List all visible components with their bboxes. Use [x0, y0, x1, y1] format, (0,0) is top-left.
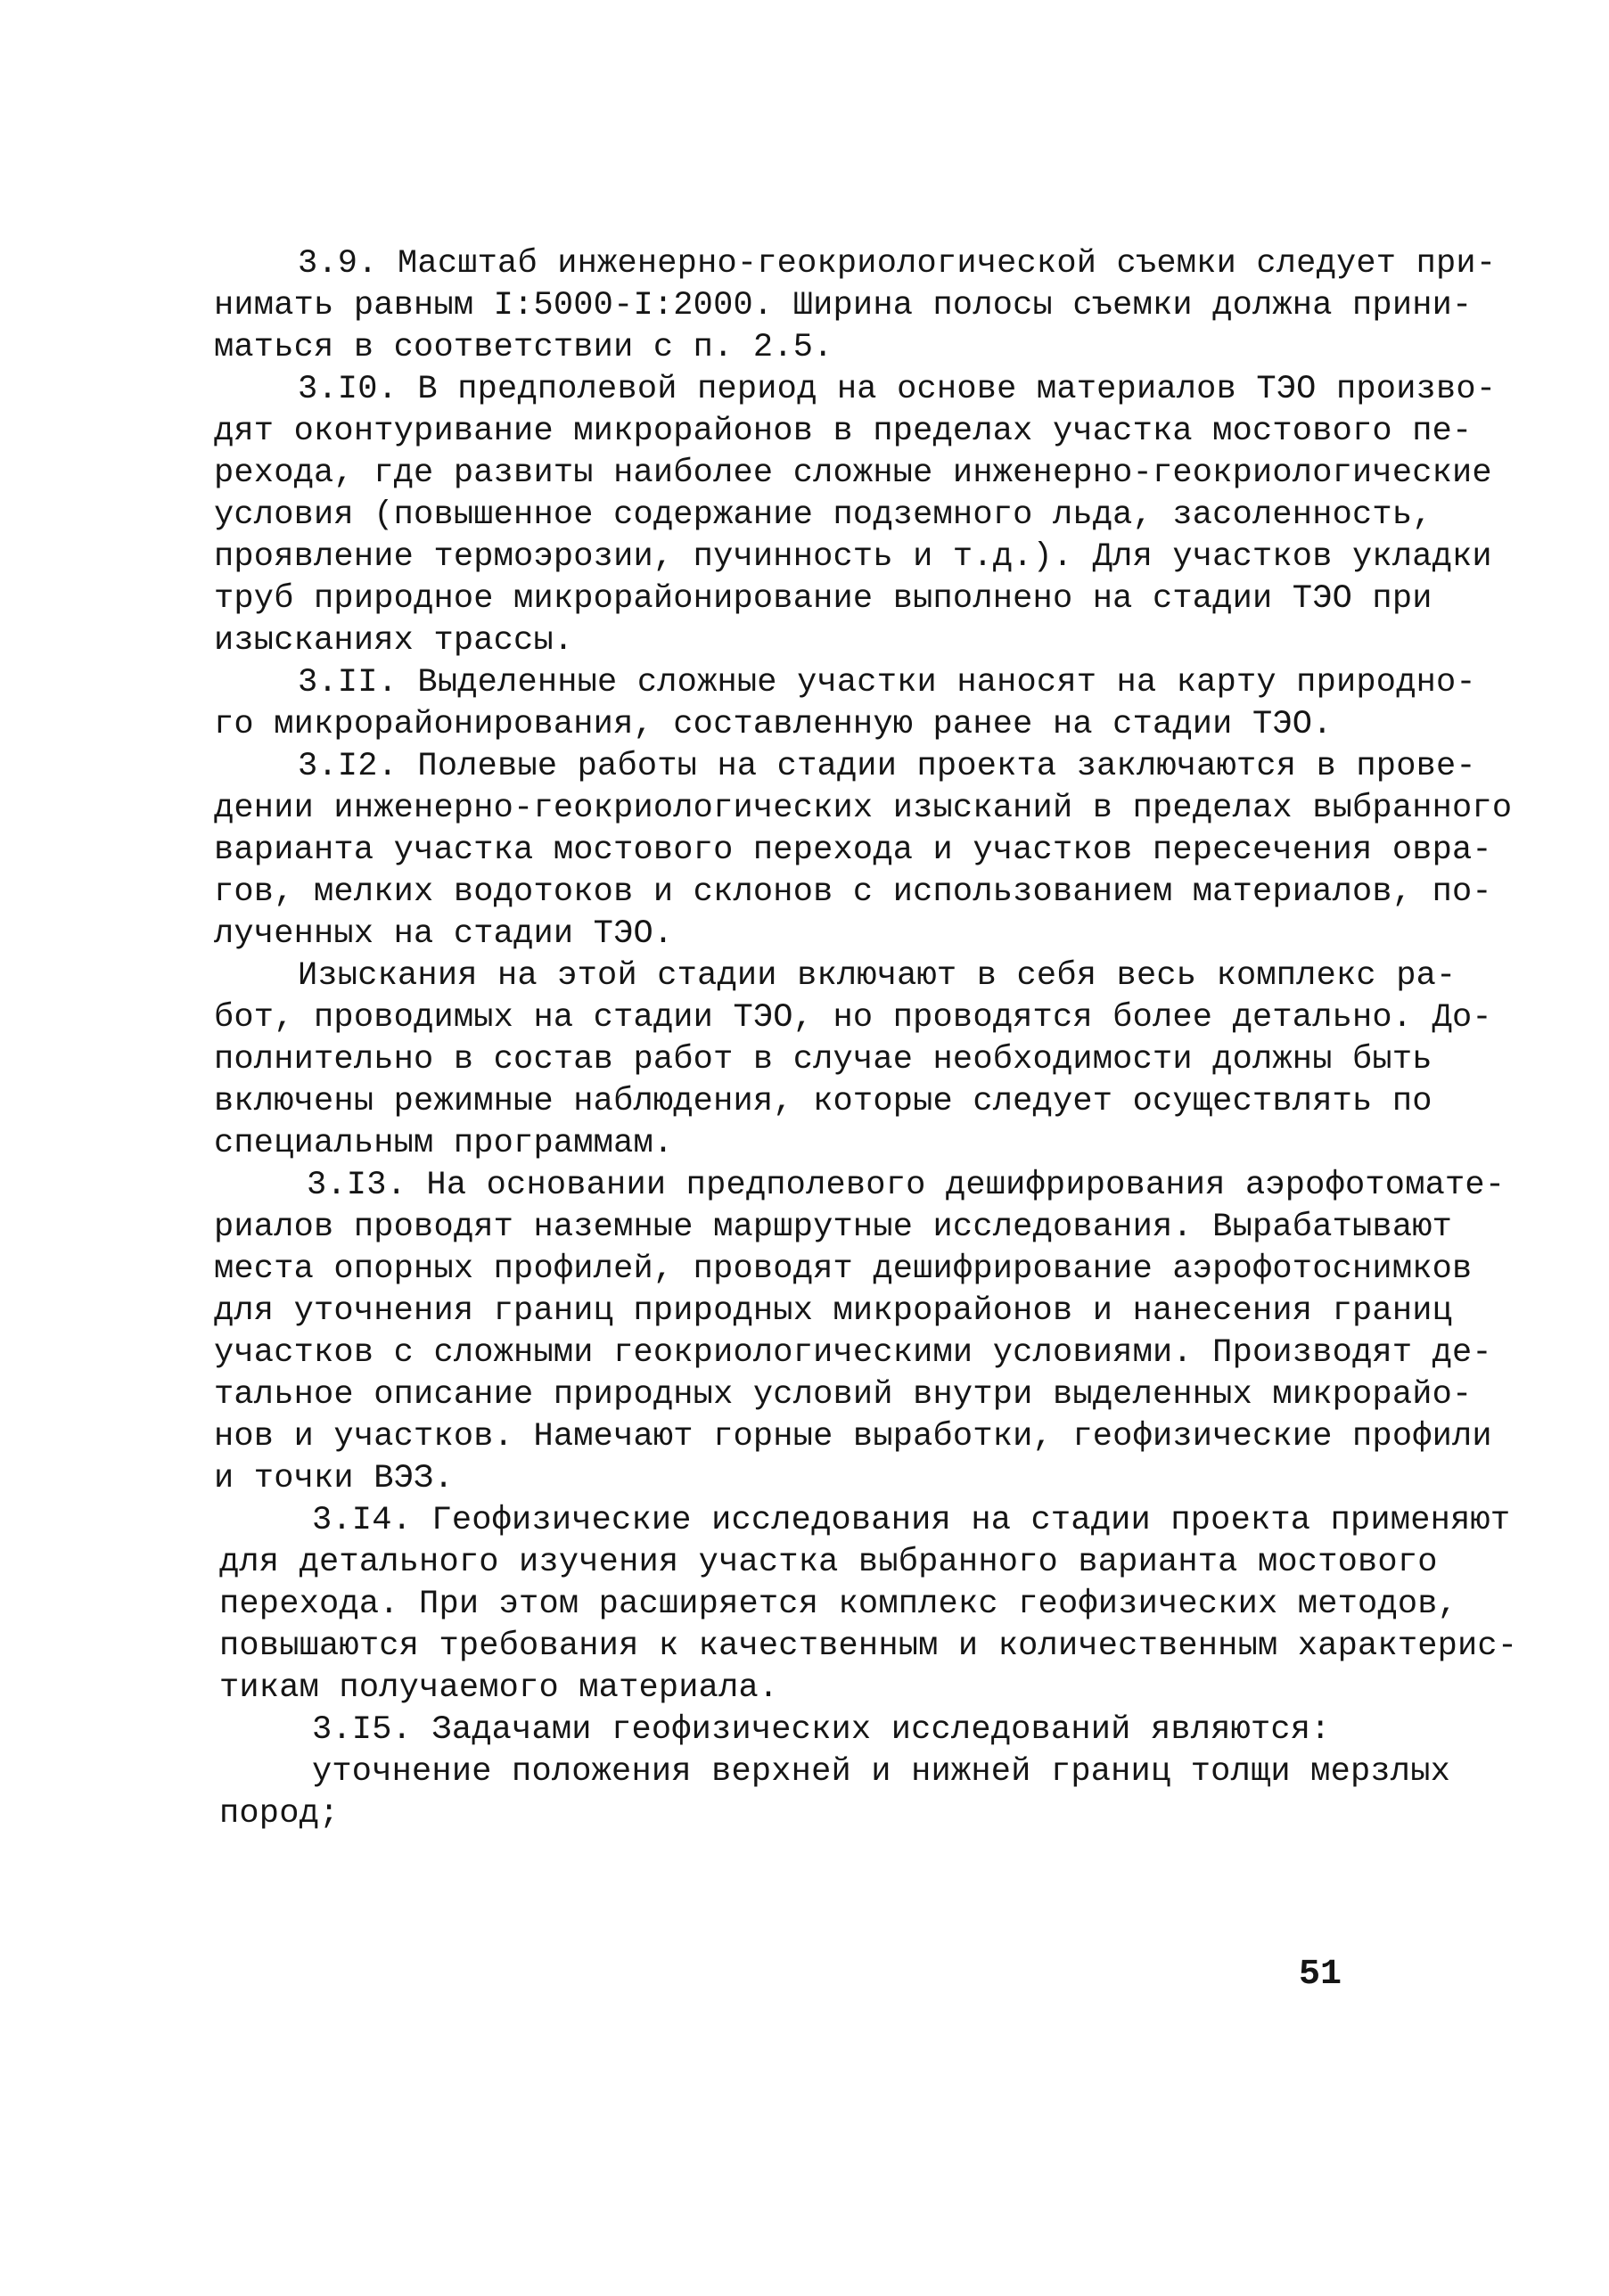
text-line-33: перехода. При этом расширяется комплекс геофизических методов, [219, 1586, 1458, 1623]
text-line-27: участков с сложными геокриологическими условиями. Производят де- [214, 1334, 1492, 1372]
text-line-11: 3.II. Выделенные сложные участки наносят на карту природно- [298, 664, 1476, 701]
text-line-13: 3.I2. Полевые работы на стадии проекта заключаются в прове- [298, 748, 1476, 785]
text-line-10: изысканиях трассы. [214, 622, 574, 660]
text-line-2: нимать равным I:5000-I:2000. Ширина полосы съемки должна прини- [214, 287, 1473, 324]
text-line-6: рехода, где развиты наиболее сложные инженерно-геокриологические [214, 455, 1492, 492]
text-line-1: 3.9. Масштаб инженерно-геокриологической съемки следует при- [298, 245, 1497, 283]
text-line-19: бот, проводимых на стадии ТЭО, но проводятся более детально. До- [214, 999, 1492, 1037]
text-line-18: Изыскания на этой стадии включают в себя весь комплекс ра- [298, 957, 1457, 995]
text-line-17: лученных на стадии ТЭО. [214, 915, 674, 953]
text-line-31: 3.I4. Геофизические исследования на стадии проекта применяют [312, 1502, 1511, 1539]
text-line-25: места опорных профилей, проводят дешифрирование аэрофотоснимков [214, 1250, 1473, 1288]
text-line-9: труб природное микрорайонирование выполнено на стадии ТЭО при [214, 580, 1433, 618]
text-line-16: гов, мелких водотоков и склонов с использованием материалов, по- [214, 873, 1492, 911]
text-line-12: го микрорайонирования, составленную ранее на стадии ТЭО. [214, 706, 1333, 743]
text-line-23: 3.I3. На основании предполевого дешифрирования аэрофотомате- [307, 1167, 1506, 1204]
text-line-15: варианта участка мостового перехода и участков пересечения овра- [214, 832, 1492, 869]
text-line-28: тальное описание природных условий внутри выделенных микрорайо- [214, 1376, 1473, 1414]
text-line-5: дят оконтуривание микрорайонов в пределах участка мостового пе- [214, 413, 1473, 450]
text-line-24: риалов проводят наземные маршрутные исследования. Вырабатывают [214, 1209, 1453, 1246]
text-line-34: повышаются требования к качественным и количественным характерис- [219, 1628, 1518, 1665]
text-line-36: 3.I5. Задачами геофизических исследований являются: [312, 1711, 1331, 1749]
text-line-20: полнительно в состав работ в случае необходимости должны быть [214, 1041, 1433, 1078]
text-line-32: для детального изучения участка выбранного варианта мостового [219, 1544, 1438, 1581]
text-line-35: тикам получаемого материала. [219, 1669, 779, 1707]
text-line-26: для уточнения границ природных микрорайонов и нанесения границ [214, 1292, 1453, 1330]
text-line-29: нов и участков. Намечают горные выработки, геофизические профили [214, 1418, 1492, 1456]
text-line-8: проявление термоэрозии, пучинность и т.д.). Для участков укладки [214, 538, 1492, 576]
text-line-7: условия (повышенное содержание подземного льда, засоленность, [214, 496, 1433, 534]
text-line-4: 3.I0. В предполевой период на основе материалов ТЭО произво- [298, 371, 1497, 408]
page-number: 51 [1299, 1955, 1342, 1995]
text-line-21: включены режимные наблюдения, которые следует осуществлять по [214, 1083, 1433, 1120]
text-line-30: и точки ВЭЗ. [214, 1460, 454, 1497]
text-line-14: дении инженерно-геокриологических изысканий в пределах выбранного [214, 790, 1513, 827]
text-line-38: пород; [219, 1795, 340, 1833]
text-line-3: маться в соответствии с п. 2.5. [214, 329, 833, 366]
text-line-37: уточнение положения верхней и нижней границ толщи мерзлых [312, 1753, 1451, 1791]
text-line-22: специальным программам. [214, 1125, 674, 1162]
